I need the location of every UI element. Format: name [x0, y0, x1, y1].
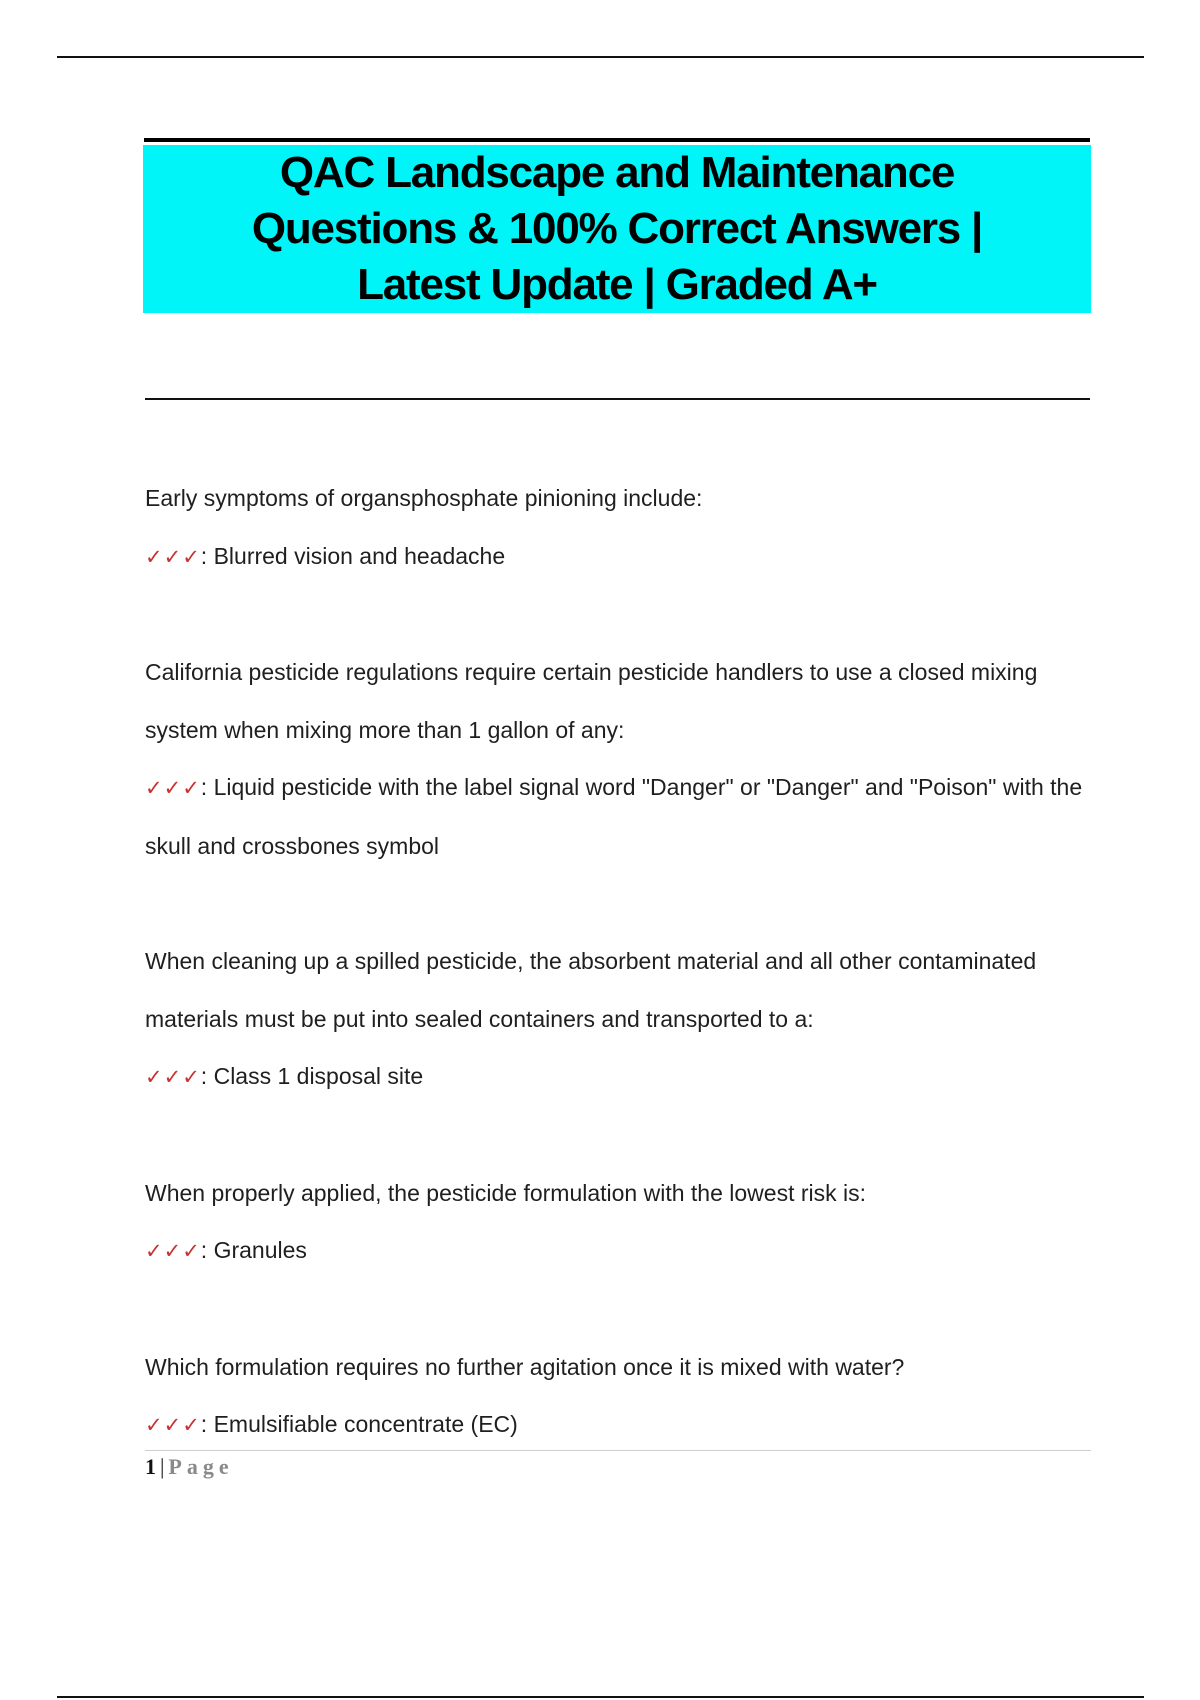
- question-text: Early symptoms of organsphosphate pinioning include:: [145, 485, 703, 511]
- check-marks-icon: ✓✓✓: [145, 1414, 201, 1437]
- answer-line: [145, 1048, 1090, 1107]
- answer-text: Class 1 disposal site: [207, 1063, 424, 1089]
- qa-item: [145, 644, 1090, 875]
- answer-text: Blurred vision and headache: [207, 542, 506, 569]
- answer-line: [145, 1396, 1090, 1455]
- qa-item: [145, 1165, 1090, 1281]
- title-top-rule: [144, 138, 1090, 142]
- footer-separator: |: [160, 1454, 165, 1479]
- answer-text: Emulsifiable concentrate (EC): [207, 1411, 518, 1437]
- qa-item: [145, 470, 1090, 586]
- answer-separator: :: [200, 774, 208, 800]
- question-text: When properly applied, the pesticide formulation with the lowest risk is:: [145, 1179, 867, 1206]
- answer-text: Liquid pesticide with the label signal word "Danger" or "Danger" and "Poison" with the skull and crossbones symbol: [145, 774, 1083, 859]
- question-text: California pesticide regulations require certain pesticide handlers to use a closed mixing system when mixing more than 1 gallon of any:: [145, 659, 1038, 743]
- question-text: Which formulation requires no further agitation once it is mixed with water?: [145, 1353, 905, 1380]
- title-divider: [145, 398, 1090, 400]
- page-label: Page: [168, 1454, 234, 1479]
- qa-list: [145, 470, 1090, 1513]
- question-text: When cleaning up a spilled pesticide, the absorbent material and all other contaminated materials must be put into sealed containers and transported to a:: [145, 948, 1037, 1032]
- check-marks-icon: ✓✓✓: [145, 777, 201, 800]
- answer-separator: :: [200, 542, 208, 569]
- answer-text: Granules: [207, 1237, 307, 1263]
- footer-divider: [145, 1450, 1091, 1451]
- answer-line: [145, 528, 1090, 587]
- page-footer: [145, 1454, 234, 1480]
- qa-item: [145, 933, 1090, 1107]
- page-number: 1: [145, 1454, 156, 1479]
- check-marks-icon: ✓✓✓: [145, 1240, 201, 1263]
- answer-separator: :: [200, 1063, 208, 1089]
- title-banner: [143, 145, 1091, 313]
- qa-item: [145, 1339, 1090, 1455]
- check-marks-icon: ✓✓✓: [145, 545, 201, 569]
- page-bottom-rule: [57, 1696, 1144, 1698]
- check-marks-icon: ✓✓✓: [145, 1066, 201, 1089]
- answer-separator: :: [200, 1411, 208, 1437]
- answer-line: [145, 759, 1090, 875]
- answer-line: [145, 1222, 1090, 1281]
- answer-separator: :: [200, 1237, 208, 1263]
- document-title: QAC Landscape and Maintenance Questions & 100% Correct Answers | Latest Update | Graded A+: [251, 148, 983, 309]
- page-top-rule: [57, 56, 1144, 58]
